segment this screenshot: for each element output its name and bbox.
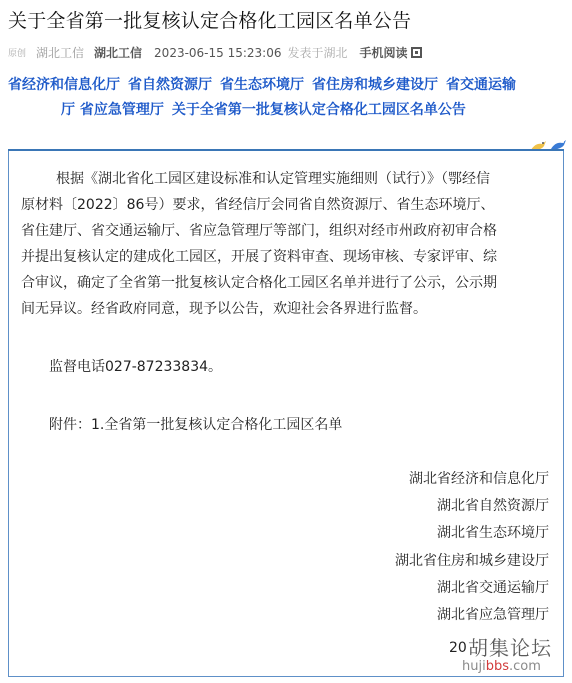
mobile-read-label: 手机阅读 bbox=[359, 46, 408, 60]
notice-date: 20 bbox=[449, 640, 467, 656]
notice-box bbox=[8, 149, 564, 677]
source-name[interactable]: 湖北工信 bbox=[36, 46, 85, 60]
subject-part: 关于全省第一批复核认定合格化工园区名单公告 bbox=[171, 102, 466, 118]
subject-part: 省经济和信息化厅 bbox=[8, 77, 120, 93]
article-title: 关于全省第一批复核认定合格化工园区名单公告 bbox=[8, 10, 412, 32]
signatory-org: 湖北省经济和信息化厅 bbox=[409, 471, 549, 487]
paragraph-line: 合审议，确定了全省第一批复核认定合格化工园区名单并进行了公示，公示期 bbox=[21, 275, 497, 291]
publish-datetime: 2023-06-15 15:23:06 bbox=[154, 45, 282, 60]
article-meta bbox=[8, 44, 422, 61]
watermark-domain-prefix: huji bbox=[462, 659, 486, 674]
subject-part: 省住房和城乡建设厅 bbox=[312, 77, 438, 93]
watermark-domain-suffix: .com bbox=[508, 659, 541, 674]
watermark-site-name: 胡集论坛 bbox=[468, 636, 552, 660]
account-name[interactable]: 湖北工信 bbox=[94, 46, 143, 60]
site-watermark bbox=[452, 632, 568, 680]
signatory-list bbox=[395, 466, 549, 629]
notice-paragraph bbox=[21, 166, 559, 322]
signatory-org: 湖北省住房和城乡建设厅 bbox=[395, 552, 549, 569]
watermark-domain bbox=[462, 659, 541, 674]
signatory-org: 湖北省自然资源厅 bbox=[437, 498, 549, 515]
subject-line bbox=[8, 73, 564, 123]
mobile-read-button[interactable] bbox=[360, 44, 422, 61]
watermark-domain-mid: bbs bbox=[485, 659, 509, 674]
original-tag: 原创 bbox=[8, 49, 27, 59]
subject-part: 省应急管理厅 bbox=[79, 102, 164, 118]
subject-part: 厅 bbox=[61, 102, 75, 118]
subject-row-2 bbox=[8, 98, 564, 123]
paragraph-line: 根据《湖北省化工园区建设标准和认定管理实施细则（试行）》（鄂经信 bbox=[56, 171, 490, 187]
signatory-org: 湖北省交通运输厅 bbox=[437, 579, 549, 596]
signatory-org: 湖北省生态环境厅 bbox=[437, 525, 549, 542]
subject-part: 省交通运输 bbox=[446, 77, 516, 93]
attachment-line: 附件：1.全省第一批复核认定合格化工园区名单 bbox=[49, 417, 343, 433]
publish-location: 发表于湖北 bbox=[287, 46, 348, 60]
paragraph-line: 间无异议。经省政府同意，现予以公告，欢迎社会各界进行监督。 bbox=[21, 301, 427, 317]
subject-row-1 bbox=[8, 73, 564, 98]
supervision-phone: 监督电话027-87233834。 bbox=[49, 359, 223, 375]
signatory-org: 湖北省应急管理厅 bbox=[437, 606, 549, 623]
paragraph-line: 原材料〔2022〕86号）要求，省经信厅会同省自然资源厅、省生态环境厅、 bbox=[21, 197, 495, 213]
paragraph-line: 省住建厅、省交通运输厅、省应急管理厅等部门，组织对经市州政府初审合格 bbox=[21, 223, 497, 239]
paragraph-line: 并提出复核认定的建成化工园区，开展了资料审查、现场审核、专家评审、综 bbox=[21, 249, 497, 265]
subject-part: 省自然资源厅 bbox=[128, 77, 212, 93]
subject-part: 省生态环境厅 bbox=[220, 77, 304, 93]
qr-code-icon[interactable] bbox=[411, 47, 422, 58]
